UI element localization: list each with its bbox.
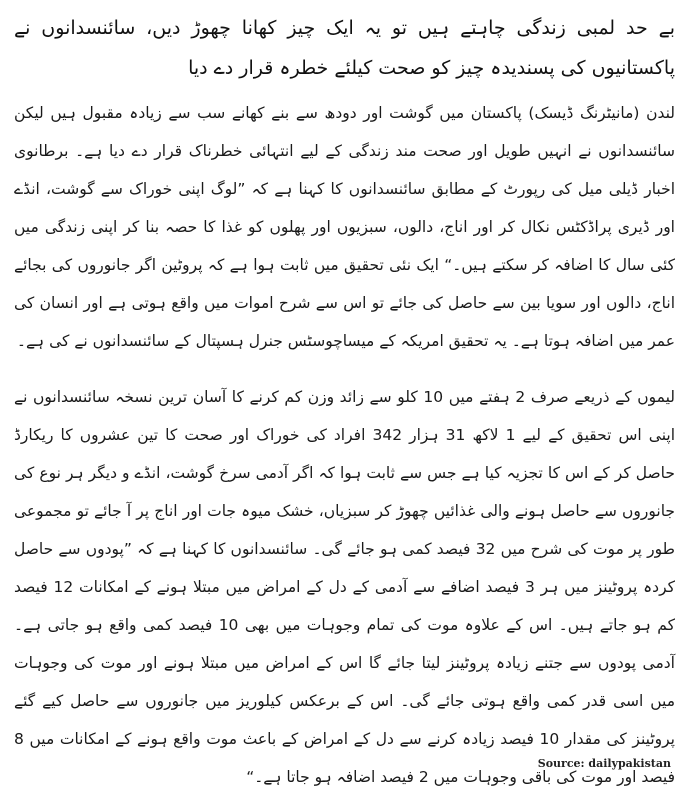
source-credit: Source: dailypakistan [537, 757, 671, 770]
article-paragraph-2: لیموں کے ذریعے صرف 2 ہفتے میں 10 کلو سے زائد وزن کم کرنے کا آسان ترین نسخہ سائنسدانوں نے اپنی اس تحقیق کے لیے 1 لاکھ 31 ہزار 342 افراد کی خوراک اور صحت کا تین عشروں کا ریکارڈ حاصل کر کے اس کا تجزیہ کیا ہے جس سے ثابت ہوا کہ اگر آدمی سرخ گوشت، انڈے و دیگر ہر نوع کی جانوروں سے حاصل ہونے والی غذائیں چھوڑ کر سبزیاں، خشک میوہ جات اور اناج پر آ جائے تو مجموعی طور پر موت کی شرح میں 32 فیصد کمی ہو جائے گی۔ سائنسدانوں کا کہنا ہے کہ ”پودوں سے حاصل کردہ پروٹینز میں ہر 3 فیصد اضافے سے آدمی کے دل کے امراض میں مبتلا ہونے کے امکانات 12 فیصد کم ہو جاتے ہیں۔ اس کے علاوہ موت کی تمام وجوہات میں بھی 10 فیصد کمی واقع ہو جاتی ہے۔ آدمی پودوں سے جتنے زیادہ پروٹینز لیتا جائے گا اس کے امراض میں مبتلا ہونے اور موت کی وجوہات میں اسی قدر کمی واقع ہوتی جائے گی۔ اس کے برعکس کیلوریز میں جانوروں سے حاصل کیے گئے پروٹینز کی مقدار 10 فیصد زیادہ کرنے سے دل کے امراض کے باعث موت واقع ہونے کے امکانات میں 8 فیصد اور موت کی باقی وجوہات میں 2 فیصد اضافہ ہو جاتا ہے۔“ [14, 388, 676, 786]
article-paragraph-1: لندن (مانیٹرنگ ڈیسک) پاکستان میں گوشت اور دودھ سے بنے کھانے سب سے زیادہ مقبول ہیں لیکن سائنسدانوں نے انہیں طویل اور صحت مند زندگی کے لیے انتہائی خطرناک قرار دے دیا ہے۔ برطانوی اخبار ڈیلی میل کی رپورٹ کے مطابق سائنسدانوں کا کہنا ہے کہ ”لوگ اپنی خوراک سے گوشت، انڈے اور ڈیری پراڈکٹس نکال کر اور اناج، دالوں، سبزیوں اور پھلوں کو غذا کا حصہ بنا کر اپنی زندگی میں کئی سال کا اضافہ کر سکتے ہیں۔“ ایک نئی تحقیق میں ثابت ہوا ہے کہ پروٹین اگر جانوروں کی بجائے اناج، دالوں اور سویا بین سے حاصل کی جائے تو اس سے شرح اموات میں واقع ہوتی ہے اور انسان کی عمر میں اضافہ ہوتا ہے۔ یہ تحقیق امریکہ کے میساچوسٹس جنرل ہسپتال کے سائنسدانوں نے کی ہے۔ [14, 104, 675, 350]
article-headline: بے حد لمبی زندگی چاہتے ہیں تو یہ ایک چیز کھانا چھوڑ دیں، سائنسدانوں نے پاکستانیوں کی پسندیدہ چیز کو صحت کیلئے خطرہ قرار دے دیا [14, 17, 675, 79]
